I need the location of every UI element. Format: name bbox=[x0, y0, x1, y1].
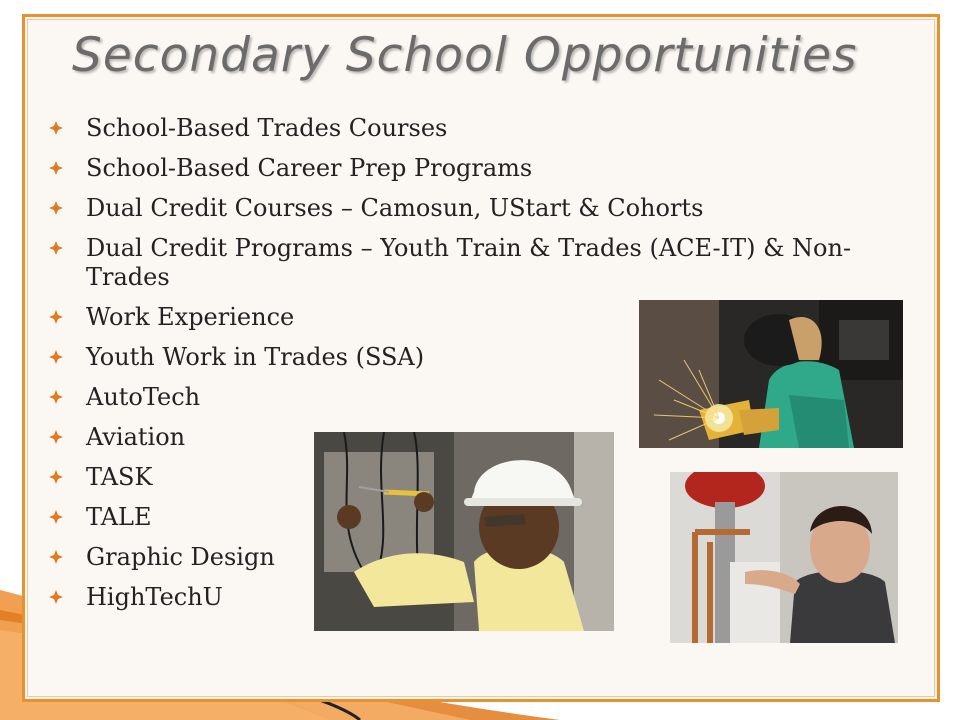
diamond-bullet-icon bbox=[48, 469, 64, 485]
diamond-bullet-icon bbox=[48, 309, 64, 325]
diamond-bullet-icon bbox=[48, 160, 64, 176]
list-item-label: School-Based Trades Courses bbox=[86, 114, 448, 142]
diamond-bullet-icon bbox=[48, 349, 64, 365]
list-item-label: Dual Credit Courses – Camosun, UStart & Cohorts bbox=[86, 194, 704, 222]
diamond-bullet-icon bbox=[48, 389, 64, 405]
list-item-label: Aviation bbox=[86, 423, 186, 451]
list-item-label: Graphic Design bbox=[86, 543, 275, 571]
list-item-label: Dual Credit Programs – Youth Train & Trades (ACE-IT) & Non-Trades bbox=[86, 234, 852, 291]
list-item bbox=[48, 154, 898, 183]
electrician-photo bbox=[314, 432, 614, 631]
diamond-bullet-icon bbox=[48, 120, 64, 136]
list-item-label: TALE bbox=[86, 503, 152, 531]
diamond-bullet-icon bbox=[48, 429, 64, 445]
list-item-label: School-Based Career Prep Programs bbox=[86, 154, 533, 182]
diamond-bullet-icon bbox=[48, 549, 64, 565]
list-item-label: Youth Work in Trades (SSA) bbox=[86, 343, 425, 371]
diamond-bullet-icon bbox=[48, 509, 64, 525]
slide-title: Secondary School Opportunities bbox=[72, 28, 858, 83]
list-item bbox=[48, 234, 898, 292]
diamond-bullet-icon bbox=[48, 589, 64, 605]
list-item-label: TASK bbox=[86, 463, 153, 491]
list-item bbox=[48, 194, 898, 223]
list-item-label: HighTechU bbox=[86, 583, 223, 611]
diamond-bullet-icon bbox=[48, 200, 64, 216]
list-item-label: AutoTech bbox=[86, 383, 201, 411]
plumbing-photo bbox=[670, 472, 898, 643]
list-item-label: Work Experience bbox=[86, 303, 295, 331]
list-item bbox=[48, 114, 898, 143]
diamond-bullet-icon bbox=[48, 240, 64, 256]
welding-photo bbox=[639, 300, 903, 448]
